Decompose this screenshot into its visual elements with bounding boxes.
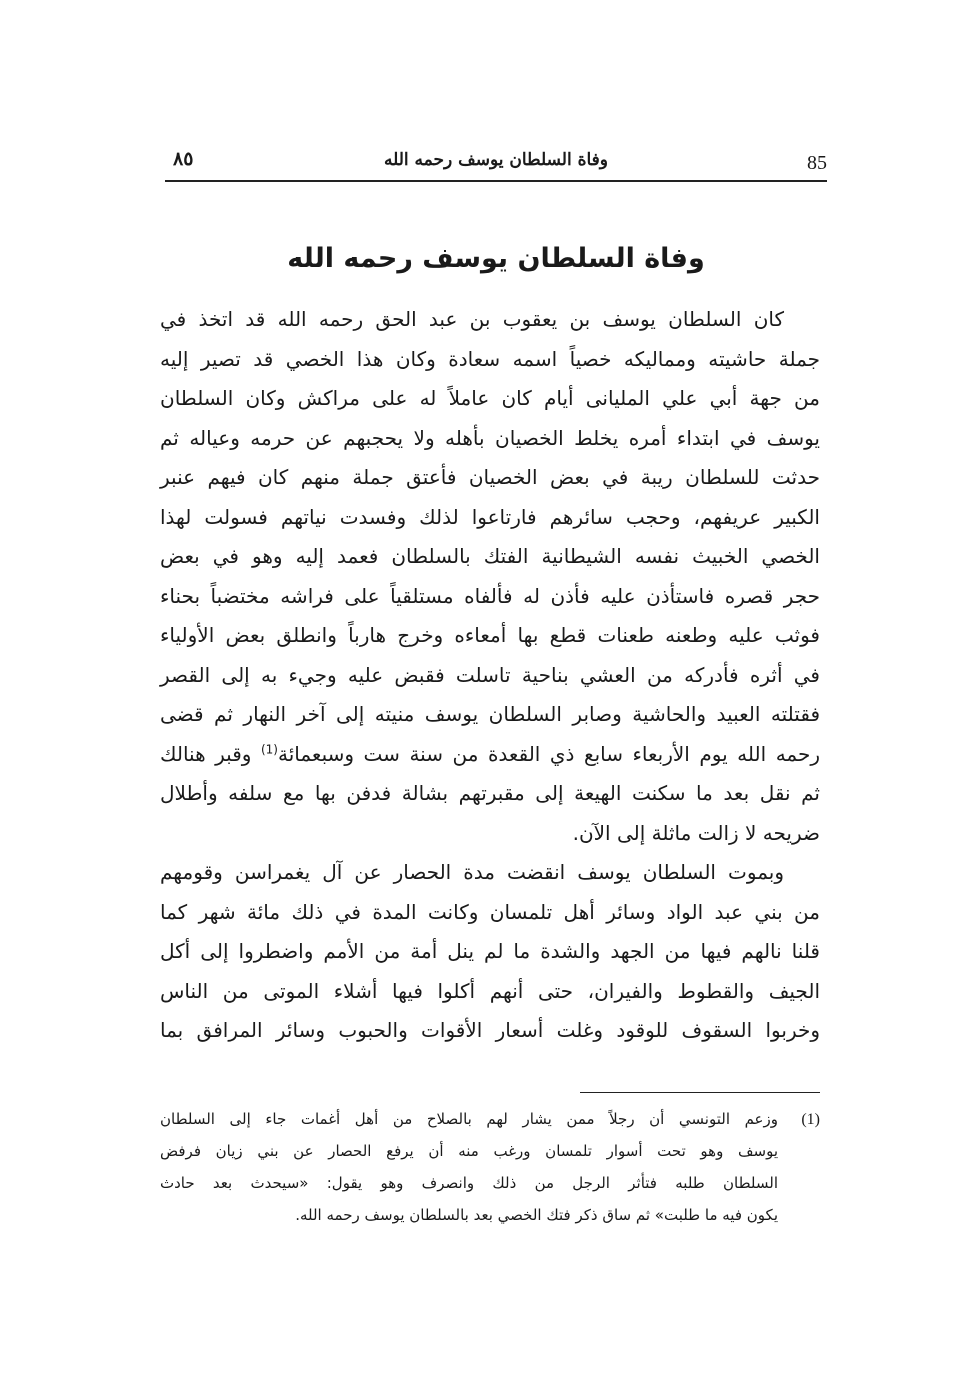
body-line-text: رحمه الله يوم الأربعاء سابع ذي القعدة من سنة ست وسبعمائة bbox=[277, 741, 820, 766]
body-line: جملة حاشيته ومماليكه خصياً اسمه سعادة وكان هذا الخصي قد تصير إليه bbox=[160, 346, 820, 371]
running-header bbox=[165, 140, 827, 182]
body-line: يوسف في ابتداء أمره يخلط الخصيان بأهله ولا يحجبهم عن حرمه وعياله ثم bbox=[160, 425, 820, 450]
body-line: حدثت للسلطان ريبة في بعض الخصيان فأعتق جملة منهم كان فيهم عنبر bbox=[160, 465, 820, 489]
body-line: الجيف والقطوط والفيران، حتى أنهم أكلوا فيها أشلاء الموتى من الناس bbox=[160, 978, 820, 1003]
body-line: من جهة أبي علي المليانى أيام كان عاملاً له على مراكش وكان السلطان bbox=[160, 386, 820, 410]
body-text bbox=[160, 300, 820, 1051]
body-line: حجر قصره فاستأذن عليه فأذن له فألفاه مستلقياً على فراشه مختضباً بحناء bbox=[160, 583, 820, 608]
body-line: فقتلته العبيد والحاشية وصابر السلطان يوسف منيته إلى آخر النهار ثم قضى bbox=[160, 702, 820, 726]
body-line: فوثب عليه وطعنه طعنات قطع بها أمعاءه وخرج هارباً وانطلق بعض الأولياء bbox=[160, 623, 820, 647]
page-number-latin: 85 bbox=[807, 152, 827, 174]
chapter-title: وفاة السلطان يوسف رحمه الله bbox=[287, 243, 705, 274]
body-line: الخصي الخبيث نفسه الشيطانية الفتك بالسلطان فعمد إليه وهو في بعض bbox=[160, 544, 820, 568]
body-line: الكبير عريفهم، وحجب سائرهم فارتاعوا لذلك وفسدت نياتهم فسولت لهذا bbox=[160, 504, 820, 529]
body-line: ثم نقل بعد ما سكنت الهيعة إلى مقبرتهم بشالة فدفن بها مع سلفه وأطلال bbox=[160, 781, 820, 805]
body-line: في أثره فأدركه من العشي بناحية تاسلت فقبض عليه وجيء به إلى القصر bbox=[160, 662, 820, 687]
body-line: من بني عبد الواد وسائر أهل تلمسان وكانت المدة في ذلك مائة شهر كما bbox=[160, 899, 820, 924]
footnote-line bbox=[160, 1103, 820, 1135]
body-line: ضريحه لا زالت ماثلة إلى الآن. bbox=[572, 820, 820, 845]
body-line: كان السلطان يوسف بن يعقوب بن عبد الحق رحمه الله قد اتخذ في bbox=[160, 307, 784, 331]
body-line-with-note bbox=[160, 735, 820, 775]
footnote-line: يوسف وهو تحت أسوار تلمسان ورغب منه أن يرفع الحصار عن بني زيان فرفض bbox=[160, 1142, 778, 1160]
footnotes bbox=[160, 1103, 820, 1231]
body-line-text: وقبر هنالك bbox=[160, 741, 252, 766]
footnote-separator bbox=[580, 1092, 820, 1093]
page-number-arabic: ٨٥ bbox=[173, 148, 194, 170]
footnote-line: السلطان طلبه فتأثر الرجل من ذلك وانصرف وهو يقول: «سيحدث بعد حادث bbox=[160, 1174, 778, 1192]
running-title: وفاة السلطان يوسف رحمه الله bbox=[383, 150, 609, 170]
footnote-reference[interactable]: (1) bbox=[260, 741, 278, 756]
footnote-marker: (1) bbox=[801, 1111, 820, 1128]
footnote-text: وزعم التونسي أن رجلاً ممن يشار لهم بالصلاح من أهل أغمات جاء إلى السلطان bbox=[160, 1110, 778, 1128]
body-line: وبموت السلطان يوسف انقضت مدة الحصار عن آل يغمراسن وقومهم bbox=[160, 860, 784, 884]
body-line: وخربوا السقوف للوقود وغلت أسعار الأقوات والحبوب وسائر المرافق بما bbox=[160, 1018, 820, 1042]
body-line: قلنا نالهم فيها من الجهد والشدة ما لم ينل أمة من الأمم واضطروا إلى أكل bbox=[160, 939, 820, 963]
footnote-line: يكون فيه ما طلبت» ثم ساق ذكر فتك الخصي بعد بالسلطان يوسف رحمه الله. bbox=[295, 1206, 778, 1224]
